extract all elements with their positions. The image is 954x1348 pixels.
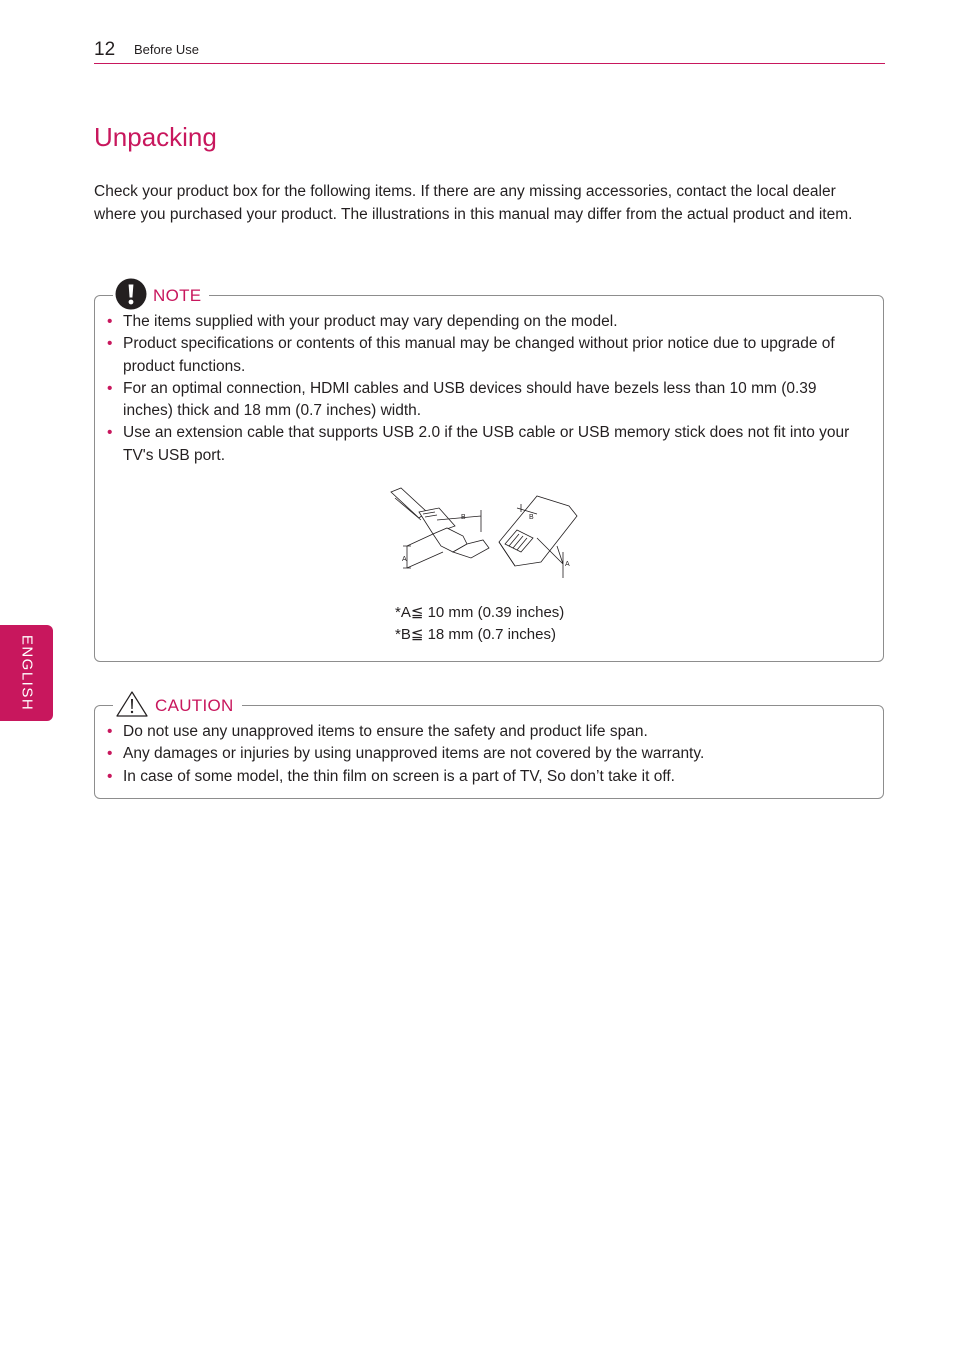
warning-triangle-icon xyxy=(115,690,149,723)
caution-item: • Do not use any unapproved items to ensure the safety and product life span. xyxy=(107,721,869,743)
spec-width: *B≦ 18 mm (0.7 inches) xyxy=(395,626,556,643)
note-label: NOTE xyxy=(153,286,202,305)
figure-label-b: B xyxy=(461,514,466,521)
connector-illustration xyxy=(387,486,597,578)
figure-label-a-usb: A xyxy=(565,561,570,568)
caution-box xyxy=(94,696,884,799)
exclamation-icon xyxy=(115,278,147,315)
caution-list xyxy=(107,721,869,788)
note-item: • Use an extension cable that supports USB 2.0 if the USB cable or USB memory stick does not fit into your TV's USB port. xyxy=(107,422,869,467)
page-header xyxy=(94,38,885,64)
spec-thickness: *A≦ 10 mm (0.39 inches) xyxy=(395,604,565,621)
note-list xyxy=(107,311,869,467)
page-title: Unpacking xyxy=(94,122,217,152)
section-name: Before Use xyxy=(134,42,200,57)
caution-item: • In case of some model, the thin film on screen is a part of TV, So don’t take it off. xyxy=(107,766,869,788)
caution-header xyxy=(113,692,242,720)
figure-label-b-usb: B xyxy=(529,514,534,521)
caution-label: CAUTION xyxy=(155,696,234,715)
note-item: • Product specifications or contents of this manual may be changed without prior notice due to upgrade of product functions. xyxy=(107,333,869,378)
page-number: 12 xyxy=(94,39,116,60)
note-header xyxy=(113,279,209,313)
language-tab xyxy=(0,625,53,721)
caution-item: • Any damages or injuries by using unapproved items are not covered by the warranty. xyxy=(107,743,869,765)
note-box xyxy=(94,286,884,662)
figure-label-a: A xyxy=(402,556,407,563)
intro-paragraph: Check your product box for the following items. If there are any missing accessories, contact the local dealer where you purchased your product. The illustrations in this manual may differ from the actual product and item. xyxy=(94,183,853,223)
language-tab-label: ENGLISH xyxy=(18,634,35,712)
note-item: • For an optimal connection, HDMI cables and USB devices should have bezels less than 10 mm (0.39 inches) thick and 18 mm (0.7 inches) width. xyxy=(107,378,869,423)
note-item: • The items supplied with your product may vary depending on the model. xyxy=(107,311,869,333)
